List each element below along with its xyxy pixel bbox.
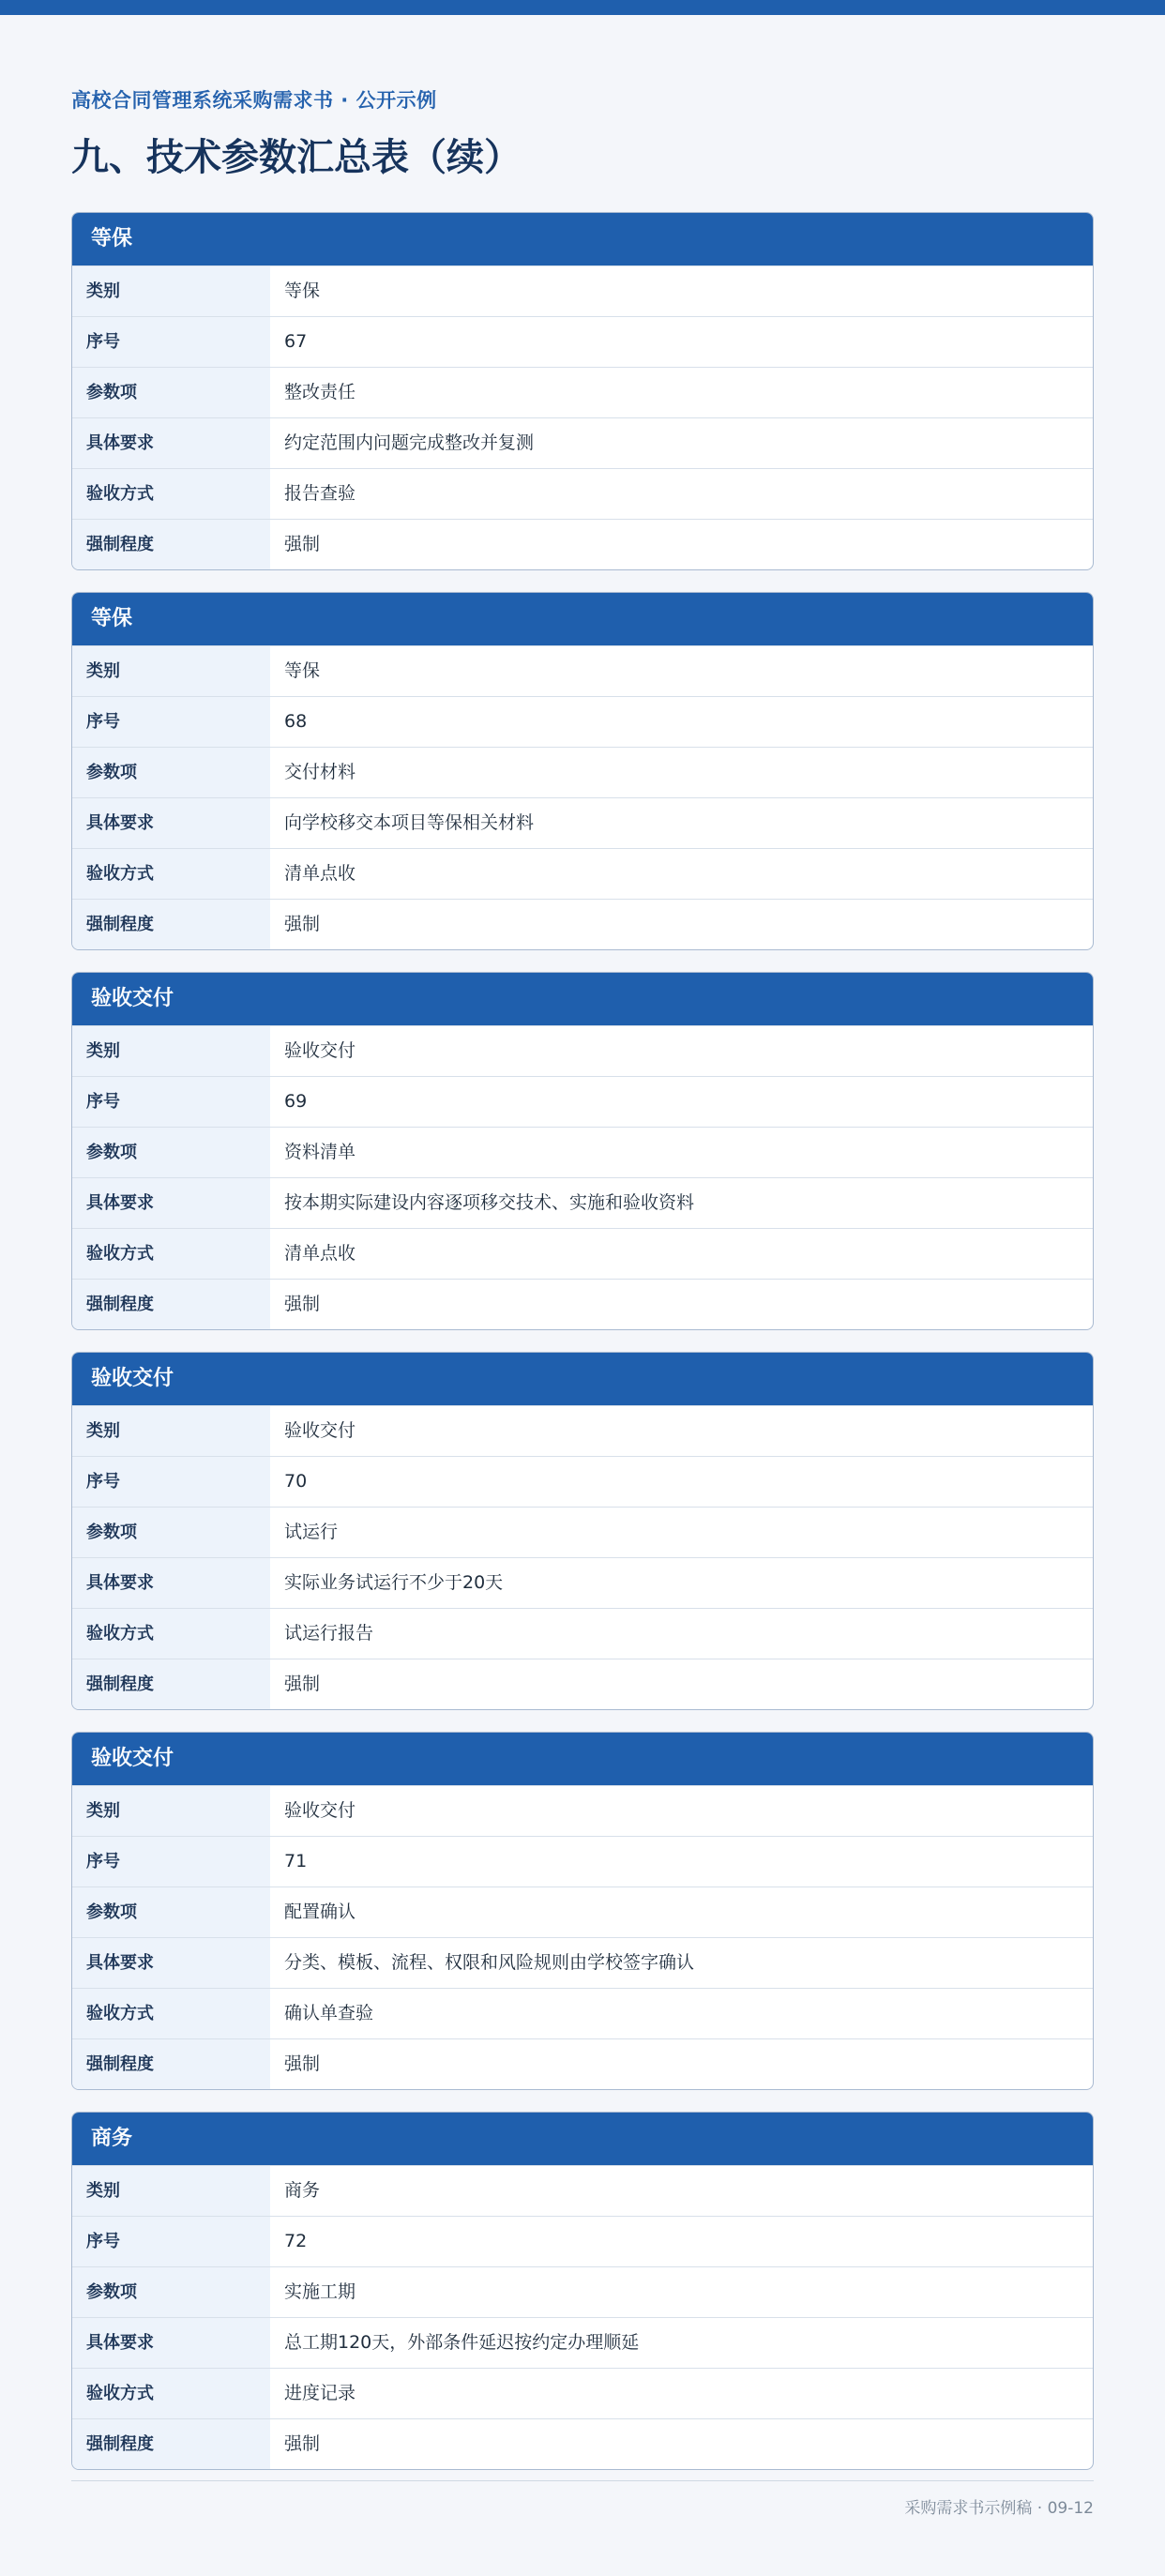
row-label: 类别 [72,2166,270,2216]
table-row [72,797,1093,848]
row-label: 强制程度 [72,1659,270,1709]
card-heading: 等保 [72,593,1093,645]
row-value: 总工期120天，外部条件延迟按约定办理顺延 [284,2332,640,2353]
row-label: 具体要求 [72,1178,270,1228]
row-value: 进度记录 [284,2383,356,2403]
document-eyebrow: 高校合同管理系统采购需求书 · 公开示例 [71,89,437,112]
row-label: 序号 [72,697,270,747]
table-row [72,2266,1093,2317]
table-row [72,417,1093,468]
row-label: 类别 [72,1026,270,1076]
row-value: 试运行 [284,1522,339,1542]
row-label: 类别 [72,1786,270,1836]
table-row [72,696,1093,747]
table-row [72,265,1093,316]
row-label: 具体要求 [72,2318,270,2368]
row-label: 类别 [72,266,270,316]
card-heading: 验收交付 [72,973,1093,1025]
row-label: 验收方式 [72,469,270,519]
table-row [72,1659,1093,1709]
table-row [72,2216,1093,2266]
document-page [71,86,1094,2492]
row-value: 交付材料 [284,762,356,782]
table-row [72,747,1093,797]
top-accent-bar [0,0,1165,15]
table-row [72,367,1093,417]
row-value: 强制 [284,2053,321,2074]
table-row [72,1405,1093,1456]
row-value: 按本期实际建设内容逐项移交技术、实施和验收资料 [284,1192,695,1213]
table-row [72,1127,1093,1177]
parameter-card [71,2112,1094,2470]
row-label: 序号 [72,1077,270,1127]
parameter-card [71,592,1094,950]
table-row [72,1228,1093,1279]
row-label: 参数项 [72,2267,270,2317]
row-value: 试运行报告 [284,1623,374,1644]
row-value: 整改责任 [284,382,356,402]
row-label: 强制程度 [72,2419,270,2469]
row-label: 验收方式 [72,2369,270,2418]
table-row [72,1507,1093,1557]
table-row [72,2368,1093,2418]
row-value: 分类、模板、流程、权限和风险规则由学校签字确认 [284,1952,695,1973]
table-row [72,1836,1093,1887]
card-heading: 验收交付 [72,1733,1093,1785]
row-value: 约定范围内问题完成整改并复测 [284,432,535,453]
table-row [72,2165,1093,2216]
table-row [72,1785,1093,1836]
row-value: 等保 [284,280,321,301]
table-row [72,1887,1093,1937]
row-label: 具体要求 [72,798,270,848]
table-row [72,899,1093,949]
row-value: 67 [284,331,308,352]
table-row [72,1177,1093,1228]
row-value: 资料清单 [284,1142,356,1162]
row-label: 序号 [72,317,270,367]
row-label: 参数项 [72,748,270,797]
row-label: 类别 [72,646,270,696]
row-value: 72 [284,2231,308,2251]
row-value: 71 [284,1851,308,1871]
row-value: 配置确认 [284,1902,356,1922]
table-row [72,645,1093,696]
footer-divider [71,2480,1094,2481]
row-label: 参数项 [72,1887,270,1937]
row-value: 强制 [284,2433,321,2454]
row-value: 验收交付 [284,1420,356,1441]
row-value: 清单点收 [284,863,356,884]
row-value: 确认单查验 [284,2003,374,2023]
row-value: 69 [284,1091,308,1112]
row-label: 序号 [72,2217,270,2266]
row-label: 验收方式 [72,849,270,899]
row-label: 验收方式 [72,1609,270,1659]
table-row [72,1988,1093,2038]
row-label: 验收方式 [72,1229,270,1279]
table-row [72,1557,1093,1608]
table-row [72,2418,1093,2469]
card-heading: 等保 [72,213,1093,265]
row-label: 强制程度 [72,900,270,949]
table-row [72,519,1093,569]
parameter-card-list [71,212,1094,2470]
row-value: 强制 [284,1294,321,1314]
row-value: 强制 [284,534,321,554]
row-label: 具体要求 [72,1938,270,1988]
table-row [72,1025,1093,1076]
row-label: 参数项 [72,1508,270,1557]
row-label: 强制程度 [72,520,270,569]
row-label: 类别 [72,1406,270,1456]
table-row [72,468,1093,519]
row-label: 序号 [72,1457,270,1507]
table-row [72,848,1093,899]
row-label: 参数项 [72,368,270,417]
row-value: 强制 [284,914,321,934]
row-value: 实际业务试运行不少于20天 [284,1572,504,1593]
table-row [72,2317,1093,2368]
table-row [72,316,1093,367]
table-row [72,1608,1093,1659]
parameter-card [71,972,1094,1330]
row-label: 验收方式 [72,1989,270,2038]
row-value: 强制 [284,1674,321,1694]
card-heading: 商务 [72,2113,1093,2165]
parameter-card [71,212,1094,570]
parameter-card [71,1352,1094,1710]
table-row [72,2038,1093,2089]
row-value: 验收交付 [284,1040,356,1061]
row-label: 具体要求 [72,1558,270,1608]
row-label: 序号 [72,1837,270,1887]
row-value: 商务 [284,2180,321,2201]
row-value: 68 [284,711,308,732]
page-title: 九、技术参数汇总表（续） [71,136,522,179]
row-value: 70 [284,1471,308,1492]
page-footer: 采购需求书示例稿 · 09-12 [904,2499,1094,2518]
row-value: 报告查验 [284,483,356,504]
row-label: 强制程度 [72,1280,270,1329]
table-row [72,1076,1093,1127]
table-row [72,1937,1093,1988]
parameter-card [71,1732,1094,2090]
row-label: 强制程度 [72,2039,270,2089]
table-row [72,1279,1093,1329]
row-value: 向学校移交本项目等保相关材料 [284,812,535,833]
row-value: 实施工期 [284,2281,356,2302]
row-label: 参数项 [72,1128,270,1177]
row-value: 清单点收 [284,1243,356,1264]
card-heading: 验收交付 [72,1353,1093,1405]
table-row [72,1456,1093,1507]
row-value: 验收交付 [284,1800,356,1821]
row-value: 等保 [284,660,321,681]
row-label: 具体要求 [72,418,270,468]
